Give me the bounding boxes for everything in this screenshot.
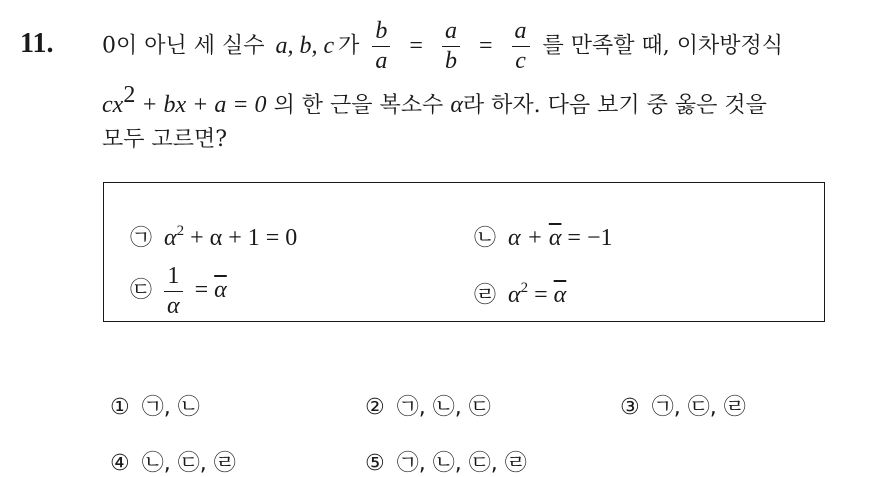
- choice-text: ㉡, ㉢, ㉣: [141, 451, 236, 476]
- choice-4[interactable]: [110, 446, 236, 477]
- problem-number: 11.: [20, 28, 54, 59]
- equals-sign: =: [478, 32, 493, 59]
- equation-exponent: 2: [123, 82, 136, 108]
- statement-expr-rest: + α + 1 = 0: [184, 225, 298, 251]
- choice-number: ③: [620, 395, 640, 420]
- fraction-denominator: b: [444, 48, 457, 74]
- equals-sign: =: [528, 282, 554, 308]
- question-suffix: 를 만족할 때, 이차방정식: [542, 33, 784, 59]
- question-prefix: 0이 아닌 세 실수: [102, 33, 265, 59]
- question-line-2: [102, 82, 767, 119]
- question-text-2: 라 하자. 다음 보기 중 옳은 것을: [462, 93, 767, 118]
- variables: a, b, c: [275, 32, 335, 59]
- choice-text: ㉠, ㉢, ㉣: [651, 395, 746, 420]
- equation-part-2: + bx + a = 0: [135, 92, 267, 118]
- fraction-numerator: a: [442, 18, 460, 47]
- fraction-denominator: α: [167, 293, 180, 319]
- statement-exponent: 2: [520, 280, 529, 296]
- statement-box: [103, 182, 825, 322]
- choice-3[interactable]: [620, 390, 746, 421]
- statement-mark: ㉣: [474, 283, 497, 308]
- equals-sign: =: [194, 277, 209, 304]
- statement-expr: α: [508, 282, 521, 308]
- statement-expr: α: [164, 225, 177, 251]
- choice-1[interactable]: [110, 390, 200, 421]
- conjugate-alpha: $\overline{\alpha}$: [548, 225, 562, 251]
- statement-4: [474, 278, 566, 309]
- statement-mark: ㉢: [130, 278, 153, 304]
- question-line-3: 모두 고르면?: [102, 127, 228, 152]
- fraction-b-over-a: [372, 18, 390, 75]
- statement-expr: α +: [508, 225, 549, 251]
- choice-text: ㉠, ㉡, ㉢: [396, 395, 491, 420]
- choice-2[interactable]: [365, 390, 491, 421]
- statement-mark: ㉡: [474, 226, 497, 251]
- question-line-1: [102, 18, 783, 75]
- fraction-numerator: a: [512, 18, 530, 47]
- choice-5[interactable]: [365, 446, 527, 477]
- fraction-numerator: b: [372, 18, 390, 47]
- choice-text: ㉠, ㉡, ㉢, ㉣: [396, 451, 527, 476]
- choice-number: ②: [365, 395, 385, 420]
- fraction-a-over-c: [512, 18, 530, 75]
- statement-mark: ㉠: [130, 226, 153, 251]
- question-text-1: 의 한 근을 복소수: [273, 93, 444, 118]
- conjugate-alpha: $\overline{\alpha}$: [553, 282, 567, 308]
- choice-number: ④: [110, 451, 130, 476]
- fraction-denominator: a: [375, 48, 388, 74]
- equation-part-1: cx: [102, 92, 124, 118]
- statement-1: [130, 221, 297, 252]
- fraction-denominator: c: [515, 48, 526, 74]
- fraction-a-over-b: [442, 18, 460, 75]
- particle-ga: 가: [338, 33, 360, 59]
- fraction-1-over-alpha: [164, 263, 183, 320]
- statement-2: [474, 221, 613, 252]
- statement-3: [130, 263, 227, 320]
- statement-expr-rest: = −1: [561, 225, 613, 251]
- choice-number: ⑤: [365, 451, 385, 476]
- conjugate-alpha: $\overline{\alpha}$: [214, 277, 227, 304]
- statement-exponent: 2: [176, 223, 185, 239]
- fraction-numerator: 1: [164, 263, 183, 292]
- alpha-symbol: α: [450, 92, 463, 118]
- choice-text: ㉠, ㉡: [141, 395, 200, 420]
- equals-sign: =: [409, 32, 423, 59]
- choice-number: ①: [110, 395, 130, 420]
